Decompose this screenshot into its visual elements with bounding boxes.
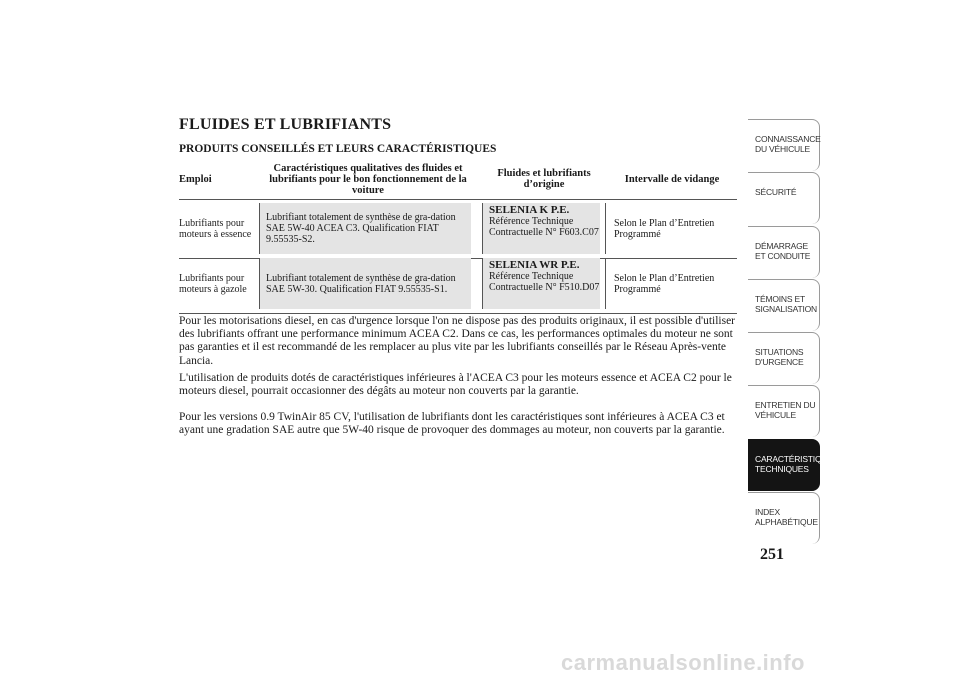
cell-intervalle: Selon le Plan d’Entretien Programmé bbox=[605, 258, 737, 309]
cell-fluide bbox=[482, 258, 600, 309]
sidebar-item-index[interactable]: INDEX ALPHABÉTIQUE bbox=[748, 492, 820, 544]
cell-intervalle: Selon le Plan d’Entretien Programmé bbox=[605, 203, 737, 254]
cell-emploi: Lubrifiants pour moteurs à essence bbox=[179, 217, 252, 240]
cell-emploi: Lubrifiants pour moteurs à gazole bbox=[179, 272, 247, 295]
paragraph-diesel-emergency: Pour les motorisations diesel, en cas d'urgence lorsque l'on ne dispose pas des produits originaux, il est possible d'utiliser des lubrifiants offrant une performance minimum ACEA C2. Dans ce cas, les performances optimales du moteur ne sont pas garanties et il est recommandé de les remplacer au plus vite par les lubrifiants conseillés par le Réseau Après-vente Lancia. bbox=[179, 315, 736, 367]
page-title: FLUIDES ET LUBRIFIANTS bbox=[179, 116, 392, 133]
header-emploi: Emploi bbox=[179, 173, 212, 185]
sidebar-item-securite[interactable]: SÉCURITÉ bbox=[748, 172, 820, 224]
fluid-name: SELENIA K P.E. bbox=[489, 204, 570, 216]
sidebar-item-entretien[interactable]: ENTRETIEN DU VÉHICULE bbox=[748, 385, 820, 437]
paragraph-twinair: Pour les versions 0.9 TwinAir 85 CV, l'utilisation de lubrifiants dont les caractéristiques sont inférieures à ACEA C3 et ayant une gradation SAE autre que 5W-40 risque de provoquer des dommages au moteur, non couverts par la garantie. bbox=[179, 411, 725, 437]
header-fluides: Fluides et lubrifiants d’origine bbox=[497, 168, 591, 190]
lubricant-table bbox=[179, 159, 737, 309]
sidebar-item-caracteristiques[interactable]: CARACTÉRISTIQUES TECHNIQUES bbox=[748, 439, 820, 491]
header-intervalle: Intervalle de vidange bbox=[624, 173, 720, 185]
fluid-name: SELENIA WR P.E. bbox=[489, 259, 580, 271]
header-divider bbox=[179, 199, 737, 200]
sidebar-item-demarrage[interactable]: DÉMARRAGE ET CONDUITE bbox=[748, 226, 820, 278]
section-title: PRODUITS CONSEILLÉS ET LEURS CARACTÉRISTIQUES bbox=[179, 143, 497, 155]
cell-fluide bbox=[482, 203, 600, 254]
sidebar-item-connaissance[interactable]: CONNAISSANCE DU VÉHICULE bbox=[748, 119, 820, 171]
cell-caracteristiques: Lubrifiant totalement de synthèse de gra-dation SAE 5W-40 ACEA C3. Qualification FIAT 9.55535-S2. bbox=[259, 203, 471, 254]
sidebar-item-temoins[interactable]: TÉMOINS ET SIGNALISATION bbox=[748, 279, 820, 331]
table-row bbox=[179, 203, 737, 254]
table-header bbox=[179, 159, 737, 199]
cell-caracteristiques: Lubrifiant totalement de synthèse de gra-dation SAE 5W-30. Qualification FIAT 9.55535-S1. bbox=[259, 258, 471, 309]
fluid-reference: Référence Technique Contractuelle N° F603.C07 bbox=[489, 216, 599, 238]
watermark: carmanualsonline.info bbox=[561, 650, 805, 675]
paragraph-inferior-products: L'utilisation de produits dotés de caractéristiques inférieures à l'ACEA C3 pour les moteurs essence et ACEA C2 pour le moteurs diesel, pourrait occasionner des dégâts au moteur non couverts par la garantie. bbox=[179, 372, 732, 398]
sidebar-item-urgence[interactable]: SITUATIONS D'URGENCE bbox=[748, 332, 820, 384]
table-row bbox=[179, 258, 737, 309]
table-bottom-rule bbox=[179, 313, 737, 314]
header-caracteristiques: Caractéristiques qualitatives des fluides et lubrifiants pour le bon fonctionnement de la voiture bbox=[269, 162, 467, 196]
fluid-reference: Référence Technique Contractuelle N° F510.D07 bbox=[489, 271, 600, 293]
chapter-sidebar bbox=[748, 119, 839, 545]
page-number: 251 bbox=[760, 546, 784, 563]
